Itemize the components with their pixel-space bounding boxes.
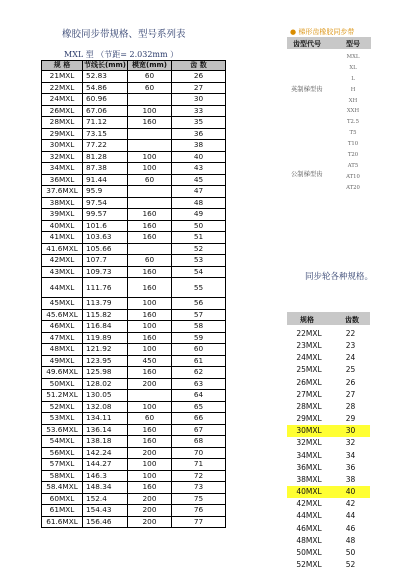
row-pitch-length: 136.14 bbox=[83, 424, 128, 436]
row-spec: 46MXL bbox=[42, 321, 83, 333]
row-teeth: 61 bbox=[172, 355, 226, 367]
table-row bbox=[42, 220, 226, 232]
pulley-row bbox=[287, 413, 370, 425]
row-spec: 53.6MXL bbox=[42, 424, 83, 436]
pulley-row bbox=[287, 340, 370, 352]
row-teeth: 50 bbox=[172, 220, 226, 232]
row-spec: 47MXL bbox=[42, 332, 83, 344]
row-teeth: 30 bbox=[172, 94, 226, 106]
table-row bbox=[42, 298, 226, 310]
pulley-teeth: 24 bbox=[345, 353, 356, 363]
row-spec: 49MXL bbox=[42, 355, 83, 367]
pulley-row bbox=[287, 547, 370, 559]
pulley-spec: 44MXL bbox=[296, 511, 322, 521]
row-width bbox=[128, 140, 172, 152]
pulley-spec: 42MXL bbox=[296, 499, 322, 509]
row-width: 100 bbox=[128, 459, 172, 471]
row-width: 160 bbox=[128, 266, 172, 278]
row-width: 160 bbox=[128, 220, 172, 232]
row-width bbox=[128, 94, 172, 106]
pulley-spec: 38MXL bbox=[296, 474, 322, 484]
pulley-teeth: 52 bbox=[345, 559, 356, 569]
pulley-row bbox=[287, 498, 370, 510]
row-width: 100 bbox=[128, 151, 172, 163]
pulley-row bbox=[287, 535, 370, 547]
row-spec: 57MXL bbox=[42, 459, 83, 471]
pulley-spec: 23MXL bbox=[296, 341, 322, 351]
row-pitch-length: 134.11 bbox=[83, 413, 128, 425]
table-row bbox=[42, 436, 226, 448]
row-pitch-length: 154.43 bbox=[83, 505, 128, 517]
row-pitch-length: 116.84 bbox=[83, 321, 128, 333]
pulley-row bbox=[287, 510, 370, 522]
row-width: 160 bbox=[128, 424, 172, 436]
belt-model-item: AT5 bbox=[347, 162, 359, 169]
pulley-teeth: 48 bbox=[345, 535, 356, 545]
pulley-teeth: 44 bbox=[345, 511, 356, 521]
row-pitch-length: 101.6 bbox=[83, 220, 128, 232]
belt-model-item: T5 bbox=[349, 130, 357, 137]
pulley-spec: 30MXL bbox=[287, 425, 331, 437]
pulley-teeth: 32 bbox=[345, 438, 356, 448]
row-pitch-length: 128.02 bbox=[83, 378, 128, 390]
category-trapezoid-label: 英制梯型齿 bbox=[291, 86, 323, 93]
table-row bbox=[42, 163, 226, 175]
row-spec: 40MXL bbox=[42, 220, 83, 232]
pulley-spec: 46MXL bbox=[296, 523, 322, 533]
row-spec: 58.4MXL bbox=[42, 482, 83, 494]
row-teeth: 59 bbox=[172, 332, 226, 344]
row-width: 60 bbox=[128, 71, 172, 83]
row-spec: 60MXL bbox=[42, 493, 83, 505]
pulley-teeth: 29 bbox=[345, 414, 356, 424]
pulley-spec: 28MXL bbox=[296, 401, 322, 411]
row-teeth: 38 bbox=[172, 140, 226, 152]
row-pitch-length: 107.7 bbox=[83, 255, 128, 267]
belt-model-item: T10 bbox=[347, 141, 359, 148]
row-width: 60 bbox=[128, 82, 172, 94]
table-row bbox=[42, 390, 226, 402]
row-teeth: 73 bbox=[172, 482, 226, 494]
row-pitch-length: 60.96 bbox=[83, 94, 128, 106]
row-pitch-length: 121.92 bbox=[83, 344, 128, 356]
table-row bbox=[42, 197, 226, 209]
row-width: 200 bbox=[128, 378, 172, 390]
belt-model-item: T2.5 bbox=[347, 119, 359, 126]
row-teeth: 27 bbox=[172, 82, 226, 94]
table-row bbox=[42, 232, 226, 244]
pulley-spec: 34MXL bbox=[296, 450, 322, 460]
row-width bbox=[128, 186, 172, 198]
belt-model-item: XL bbox=[349, 64, 357, 71]
row-width: 200 bbox=[128, 447, 172, 459]
row-width bbox=[128, 390, 172, 402]
row-spec: 42MXL bbox=[42, 255, 83, 267]
row-width: 100 bbox=[128, 298, 172, 310]
row-width: 160 bbox=[128, 232, 172, 244]
row-width: 160 bbox=[128, 332, 172, 344]
row-pitch-length: 81.28 bbox=[83, 151, 128, 163]
row-teeth: 51 bbox=[172, 232, 226, 244]
row-teeth: 54 bbox=[172, 266, 226, 278]
row-pitch-length: 115.82 bbox=[83, 309, 128, 321]
row-teeth: 56 bbox=[172, 298, 226, 310]
table-row bbox=[42, 447, 226, 459]
table-row bbox=[42, 493, 226, 505]
belt-model-item: AT20 bbox=[346, 184, 360, 191]
row-teeth: 45 bbox=[172, 174, 226, 186]
header-tooth-code: 齿型代号 bbox=[293, 40, 321, 48]
pulley-row bbox=[287, 352, 370, 364]
pulley-row bbox=[287, 377, 370, 389]
pulley-teeth: 34 bbox=[345, 450, 356, 460]
table-row bbox=[42, 117, 226, 129]
row-teeth: 72 bbox=[172, 470, 226, 482]
row-width: 160 bbox=[128, 436, 172, 448]
pulley-spec: 25MXL bbox=[296, 365, 322, 375]
row-pitch-length: 99.57 bbox=[83, 209, 128, 221]
row-width: 160 bbox=[128, 309, 172, 321]
table-row bbox=[42, 94, 226, 106]
table-row bbox=[42, 266, 226, 278]
row-teeth: 60 bbox=[172, 344, 226, 356]
row-width: 160 bbox=[128, 117, 172, 129]
header-teeth: 齿 数 bbox=[172, 61, 226, 71]
row-pitch-length: 156.46 bbox=[83, 516, 128, 528]
row-pitch-length: 138.18 bbox=[83, 436, 128, 448]
pulley-teeth: 27 bbox=[345, 389, 356, 399]
belt-model-list bbox=[343, 52, 363, 194]
table-row bbox=[42, 482, 226, 494]
row-width: 60 bbox=[128, 174, 172, 186]
pulley-spec: 40MXL bbox=[287, 486, 331, 498]
row-pitch-length: 91.44 bbox=[83, 174, 128, 186]
row-pitch-length: 144.27 bbox=[83, 459, 128, 471]
header-width: 模宽(mm) bbox=[128, 61, 172, 71]
row-spec: 61.6MXL bbox=[42, 516, 83, 528]
pulley-table bbox=[287, 328, 370, 571]
row-pitch-length: 132.08 bbox=[83, 401, 128, 413]
row-pitch-length: 97.54 bbox=[83, 197, 128, 209]
row-pitch-length: 87.38 bbox=[83, 163, 128, 175]
table-body bbox=[42, 71, 226, 528]
table-row bbox=[42, 140, 226, 152]
row-width: 160 bbox=[128, 278, 172, 298]
row-spec: 30MXL bbox=[42, 140, 83, 152]
pulley-teeth: 26 bbox=[345, 377, 356, 387]
row-pitch-length: 146.3 bbox=[83, 470, 128, 482]
row-width: 160 bbox=[128, 209, 172, 221]
row-pitch-length: 103.63 bbox=[83, 232, 128, 244]
row-teeth: 48 bbox=[172, 197, 226, 209]
belt-model-item: MXL bbox=[346, 54, 360, 60]
pulley-table-body bbox=[287, 328, 370, 571]
pulley-spec: 27MXL bbox=[296, 389, 322, 399]
row-width: 200 bbox=[128, 505, 172, 517]
row-teeth: 70 bbox=[172, 447, 226, 459]
row-pitch-length: 52.83 bbox=[83, 71, 128, 83]
table-row bbox=[42, 186, 226, 198]
row-teeth: 77 bbox=[172, 516, 226, 528]
table-row bbox=[42, 401, 226, 413]
row-teeth: 64 bbox=[172, 390, 226, 402]
row-pitch-length: 130.05 bbox=[83, 390, 128, 402]
row-spec: 41MXL bbox=[42, 232, 83, 244]
row-pitch-length: 119.89 bbox=[83, 332, 128, 344]
row-pitch-length: 148.34 bbox=[83, 482, 128, 494]
row-spec: 34MXL bbox=[42, 163, 83, 175]
pulley-spec: 36MXL bbox=[296, 462, 322, 472]
pulley-spec: 29MXL bbox=[296, 414, 322, 424]
row-pitch-length: 111.76 bbox=[83, 278, 128, 298]
pulley-teeth: 36 bbox=[345, 462, 356, 472]
belt-model-item: XH bbox=[348, 97, 358, 104]
row-width: 160 bbox=[128, 367, 172, 379]
belt-type-header bbox=[287, 37, 371, 49]
row-teeth: 26 bbox=[172, 71, 226, 83]
row-teeth: 53 bbox=[172, 255, 226, 267]
row-teeth: 65 bbox=[172, 401, 226, 413]
page-title: 橡胶同步带规格、型号系列表 bbox=[62, 29, 186, 40]
row-width: 200 bbox=[128, 516, 172, 528]
row-spec: 43MXL bbox=[42, 266, 83, 278]
pulley-row bbox=[287, 523, 370, 535]
row-pitch-length: 123.95 bbox=[83, 355, 128, 367]
row-spec: 36MXL bbox=[42, 174, 83, 186]
table-row bbox=[42, 321, 226, 333]
row-teeth: 75 bbox=[172, 493, 226, 505]
row-spec: 45.6MXL bbox=[42, 309, 83, 321]
pulley-spec: 32MXL bbox=[296, 438, 322, 448]
table-row bbox=[42, 255, 226, 267]
row-width: 100 bbox=[128, 321, 172, 333]
table-row bbox=[42, 367, 226, 379]
row-teeth: 71 bbox=[172, 459, 226, 471]
row-spec: 58MXL bbox=[42, 470, 83, 482]
pulley-teeth: 30 bbox=[331, 425, 370, 437]
row-pitch-length: 152.4 bbox=[83, 493, 128, 505]
row-pitch-length: 54.86 bbox=[83, 82, 128, 94]
table-row bbox=[42, 174, 226, 186]
row-pitch-length: 125.98 bbox=[83, 367, 128, 379]
row-width: 60 bbox=[128, 413, 172, 425]
row-width bbox=[128, 197, 172, 209]
row-width: 100 bbox=[128, 163, 172, 175]
pulley-spec: 22MXL bbox=[296, 329, 322, 338]
table-row bbox=[42, 424, 226, 436]
table-row bbox=[42, 413, 226, 425]
row-width: 450 bbox=[128, 355, 172, 367]
row-teeth: 40 bbox=[172, 151, 226, 163]
belt-model-item: L bbox=[351, 75, 355, 82]
row-teeth: 62 bbox=[172, 367, 226, 379]
belt-type-title: ● 梯形齿橡胶同步带 bbox=[290, 28, 355, 36]
table-row bbox=[42, 378, 226, 390]
pulley-header-teeth: 齿数 bbox=[345, 316, 359, 324]
pulley-teeth: 28 bbox=[345, 401, 356, 411]
table-row bbox=[42, 151, 226, 163]
pulley-row bbox=[287, 437, 370, 449]
pulley-spec: 50MXL bbox=[296, 547, 322, 557]
row-teeth: 63 bbox=[172, 378, 226, 390]
row-spec: 41.6MXL bbox=[42, 243, 83, 255]
row-spec: 56MXL bbox=[42, 447, 83, 459]
row-teeth: 66 bbox=[172, 413, 226, 425]
pulley-teeth: 38 bbox=[345, 474, 356, 484]
pulley-row bbox=[287, 559, 370, 571]
pulley-teeth: 40 bbox=[331, 486, 370, 498]
row-pitch-length: 71.12 bbox=[83, 117, 128, 129]
table-header-row bbox=[42, 61, 226, 71]
pulley-teeth: 42 bbox=[345, 499, 356, 509]
row-teeth: 33 bbox=[172, 105, 226, 117]
pulley-row bbox=[287, 364, 370, 376]
table-row bbox=[42, 209, 226, 221]
row-spec: 52MXL bbox=[42, 401, 83, 413]
table-row bbox=[42, 459, 226, 471]
table-row bbox=[42, 128, 226, 140]
table-row bbox=[42, 470, 226, 482]
belt-model-item: T20 bbox=[347, 152, 359, 159]
table-row bbox=[42, 516, 226, 528]
row-spec: 26MXL bbox=[42, 105, 83, 117]
row-spec: 39MXL bbox=[42, 209, 83, 221]
header-pitch-length: 节线长(mm) bbox=[84, 61, 126, 69]
table-row bbox=[42, 105, 226, 117]
row-spec: 51.2MXL bbox=[42, 390, 83, 402]
pulley-teeth: 22 bbox=[345, 329, 356, 338]
row-spec: 22MXL bbox=[42, 82, 83, 94]
pulley-spec: 52MXL bbox=[296, 559, 322, 569]
pulley-row bbox=[287, 328, 370, 340]
row-pitch-length: 67.06 bbox=[83, 105, 128, 117]
row-spec: 48MXL bbox=[42, 344, 83, 356]
pulley-teeth: 23 bbox=[345, 341, 356, 351]
row-teeth: 68 bbox=[172, 436, 226, 448]
row-pitch-length: 105.66 bbox=[83, 243, 128, 255]
row-spec: 53MXL bbox=[42, 413, 83, 425]
row-pitch-length: 77.22 bbox=[83, 140, 128, 152]
row-spec: 54MXL bbox=[42, 436, 83, 448]
row-width: 160 bbox=[128, 482, 172, 494]
pulley-row bbox=[287, 486, 370, 498]
row-teeth: 49 bbox=[172, 209, 226, 221]
header-model: 型号 bbox=[346, 40, 360, 48]
row-spec: 61MXL bbox=[42, 505, 83, 517]
table-row bbox=[42, 309, 226, 321]
table-row bbox=[42, 332, 226, 344]
row-width: 100 bbox=[128, 105, 172, 117]
pulley-row bbox=[287, 425, 370, 437]
row-pitch-length: 73.15 bbox=[83, 128, 128, 140]
row-teeth: 47 bbox=[172, 186, 226, 198]
row-pitch-length: 95.9 bbox=[83, 186, 128, 198]
table-row bbox=[42, 278, 226, 298]
row-width: 100 bbox=[128, 344, 172, 356]
category-metric-label: 公制梯型齿 bbox=[291, 171, 323, 178]
row-spec: 49.6MXL bbox=[42, 367, 83, 379]
pulley-row bbox=[287, 450, 370, 462]
header-spec: 规 格 bbox=[42, 61, 83, 71]
table-row bbox=[42, 71, 226, 83]
row-width: 60 bbox=[128, 255, 172, 267]
pulley-row bbox=[287, 474, 370, 486]
row-teeth: 43 bbox=[172, 163, 226, 175]
pulley-row bbox=[287, 401, 370, 413]
table-row bbox=[42, 82, 226, 94]
row-width: 200 bbox=[128, 493, 172, 505]
table-row bbox=[42, 344, 226, 356]
belt-model-item: XXH bbox=[346, 108, 360, 115]
table-row bbox=[42, 243, 226, 255]
row-spec: 37.6MXL bbox=[42, 186, 83, 198]
belt-model-item: AT10 bbox=[346, 173, 360, 180]
row-spec: 45MXL bbox=[42, 298, 83, 310]
row-spec: 28MXL bbox=[42, 117, 83, 129]
pulley-header bbox=[287, 312, 370, 325]
row-width: 100 bbox=[128, 470, 172, 482]
row-teeth: 67 bbox=[172, 424, 226, 436]
pulley-note: 同步轮各种规格。 bbox=[305, 272, 374, 282]
row-width: 100 bbox=[128, 401, 172, 413]
row-pitch-length: 113.79 bbox=[83, 298, 128, 310]
row-spec: 44MXL bbox=[42, 278, 83, 298]
pulley-spec: 24MXL bbox=[296, 353, 322, 363]
table-row bbox=[42, 505, 226, 517]
row-spec: 21MXL bbox=[42, 71, 83, 83]
row-teeth: 35 bbox=[172, 117, 226, 129]
pulley-teeth: 25 bbox=[345, 365, 356, 375]
row-width bbox=[128, 128, 172, 140]
pulley-spec: 48MXL bbox=[296, 535, 322, 545]
pulley-teeth: 50 bbox=[345, 547, 356, 557]
pulley-row bbox=[287, 462, 370, 474]
row-spec: 50MXL bbox=[42, 378, 83, 390]
row-pitch-length: 142.24 bbox=[83, 447, 128, 459]
table-subtitle: MXL 型 （节距= 2.032mm ） bbox=[64, 50, 179, 59]
row-teeth: 58 bbox=[172, 321, 226, 333]
row-spec: 32MXL bbox=[42, 151, 83, 163]
pulley-header-spec: 规格 bbox=[300, 316, 314, 324]
row-teeth: 52 bbox=[172, 243, 226, 255]
row-teeth: 55 bbox=[172, 278, 226, 298]
belt-model-item: H bbox=[350, 86, 356, 93]
row-spec: 29MXL bbox=[42, 128, 83, 140]
row-pitch-length: 109.73 bbox=[83, 266, 128, 278]
row-spec: 38MXL bbox=[42, 197, 83, 209]
pulley-teeth: 46 bbox=[345, 523, 356, 533]
table-row bbox=[42, 355, 226, 367]
row-teeth: 76 bbox=[172, 505, 226, 517]
row-teeth: 57 bbox=[172, 309, 226, 321]
row-spec: 24MXL bbox=[42, 94, 83, 106]
pulley-spec: 26MXL bbox=[296, 377, 322, 387]
row-teeth: 36 bbox=[172, 128, 226, 140]
row-width bbox=[128, 243, 172, 255]
belt-spec-table bbox=[41, 60, 226, 528]
pulley-row bbox=[287, 389, 370, 401]
